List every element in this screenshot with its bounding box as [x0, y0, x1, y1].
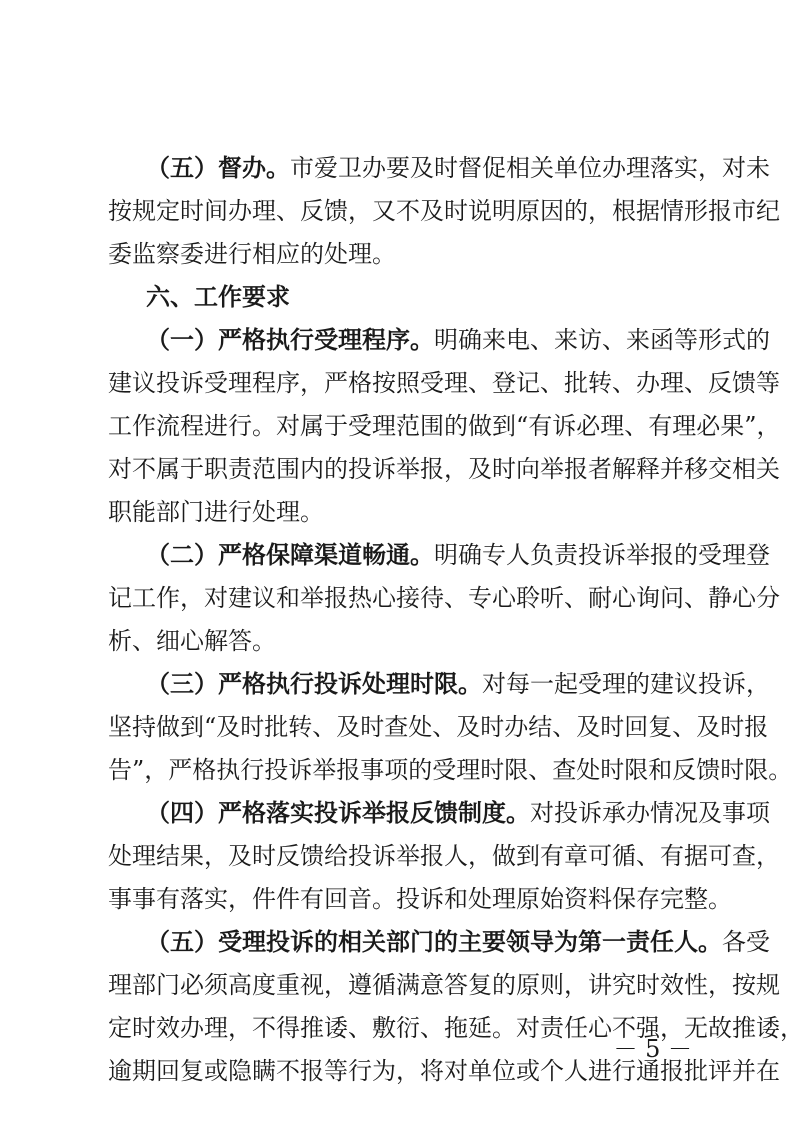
paragraph-5-line-4: 逾期回复或隐瞒不报等行为，将对单位或个人进行通报批评并在: [108, 1057, 780, 1085]
paragraph-supervision-line-1: （五）督办。市爱卫办要及时督促相关单位办理落实，对未: [146, 153, 770, 182]
paragraph-5-line-3: 定时效办理，不得推诿、敷衍、拖延。对责任心不强，无故推诿，: [108, 1014, 804, 1042]
paragraph-supervision-line-2: 按规定时间办理、反馈，又不及时说明原因的，根据情形报市纪: [108, 197, 780, 225]
paragraph-4-line-2: 处理结果，及时反馈给投诉举报人，做到有章可循、有据可查，: [108, 842, 780, 870]
paragraph-lead: （四）严格落实投诉举报反馈制度。: [146, 798, 530, 827]
paragraph-2-line-1: （二）严格保障渠道畅通。明确专人负责投诉举报的受理登: [146, 540, 770, 569]
paragraph-supervision-line-3: 委监察委进行相应的处理。: [108, 240, 396, 268]
paragraph-5-line-1: （五）受理投诉的相关部门的主要领导为第一责任人。各受: [146, 927, 770, 956]
paragraph-5-line-2: 理部门必须高度重视，遵循满意答复的原则，讲究时效性，按规: [108, 971, 780, 999]
paragraph-lead: （三）严格执行投诉处理时限。: [146, 669, 482, 698]
paragraph-lead: （二）严格保障渠道畅通。: [146, 540, 434, 569]
paragraph-3-line-3: 告”，严格执行投诉举报事项的受理时限、查处时限和反馈时限。: [108, 756, 793, 784]
paragraph-2-line-3: 析、细心解答。: [108, 627, 276, 655]
paragraph-3-line-2: 坚持做到“及时批转、及时查处、及时办结、及时回复、及时报: [108, 713, 769, 741]
section-heading: 六、工作要求: [146, 282, 290, 311]
paragraph-2-line-2: 记工作，对建议和举报热心接待、专心聆听、耐心询问、静心分: [108, 584, 780, 612]
paragraph-4-line-3: 事事有落实，件件有回音。投诉和处理原始资料保存完整。: [108, 885, 732, 913]
paragraph-1-line-2: 建议投诉受理程序，严格按照受理、登记、批转、办理、反馈等: [108, 369, 780, 397]
paragraph-lead: （五）受理投诉的相关部门的主要领导为第一责任人。: [146, 927, 722, 956]
page-number: － 5 －: [613, 1035, 692, 1063]
paragraph-1-line-4: 对不属于职责范围内的投诉举报，及时向举报者解释并移交相关: [108, 455, 780, 483]
paragraph-1-line-3: 工作流程进行。对属于受理范围的做到“有诉必理、有理必果”，: [108, 412, 781, 440]
paragraph-lead: （五）督办。: [146, 153, 290, 182]
paragraph-1-line-5: 职能部门进行处理。: [108, 498, 324, 526]
paragraph-lead: （一）严格执行受理程序。: [146, 325, 434, 354]
paragraph-3-line-1: （三）严格执行投诉处理时限。对每一起受理的建议投诉，: [146, 669, 770, 698]
paragraph-1-line-1: （一）严格执行受理程序。明确来电、来访、来函等形式的: [146, 325, 770, 354]
paragraph-4-line-1: （四）严格落实投诉举报反馈制度。对投诉承办情况及事项: [146, 798, 770, 827]
